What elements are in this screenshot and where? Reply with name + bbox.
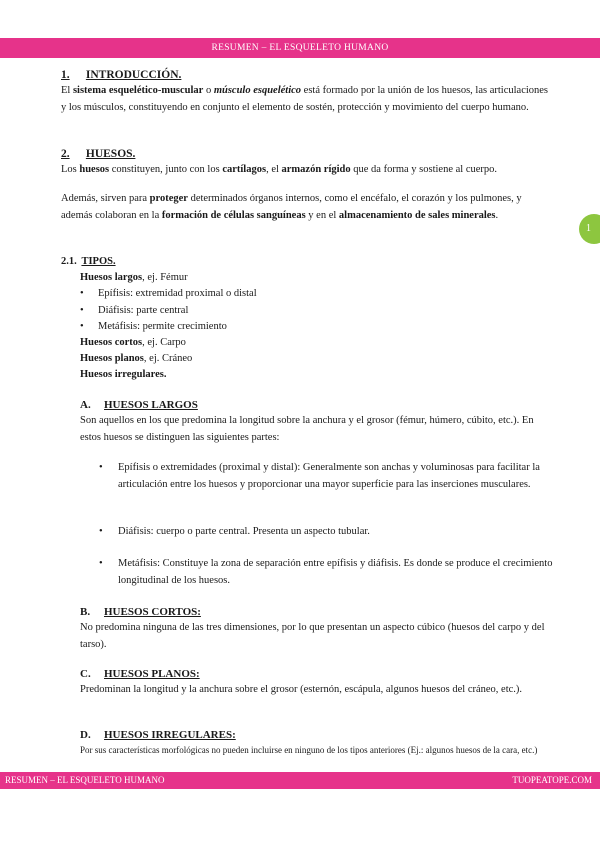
heading-letter: C. <box>80 668 91 680</box>
list-item <box>80 319 318 336</box>
section-number: 1. <box>61 69 70 81</box>
text: está formado por la unión de los huesos, las articulaciones y los músculos, constituyendo en conjunto el elemento de sostén, protección y movimiento del cuerpo humano. <box>61 85 549 113</box>
bullet-icon: • <box>80 288 84 299</box>
footer-bar <box>0 772 600 789</box>
tipo-cortos <box>80 335 186 352</box>
text-bold: formación de células sanguíneas <box>161 209 306 221</box>
heading-title: HUESOS LARGOS <box>104 399 198 411</box>
header-title: RESUMEN – EL ESQUELETO HUMANO <box>211 43 389 53</box>
list-item-text: Epífisis: extremidad proximal o distal <box>98 288 257 299</box>
page-number: 1 <box>586 223 591 234</box>
text: Además, sirven para <box>61 193 150 204</box>
huesos-irregulares-text: Por sus características morfológicas no pueden incluirse en ninguno de los tipos anteriores (Ej.: algunos huesos de la cara, etc.) <box>80 745 538 755</box>
list-item <box>80 286 318 303</box>
list-item-text: Diáfisis: parte central <box>98 305 189 316</box>
bullet-icon: • <box>80 305 84 316</box>
heading-title: HUESOS CORTOS: <box>104 606 201 618</box>
text: que da forma y sostiene al cuerpo. <box>350 164 498 175</box>
text: . <box>495 209 499 221</box>
list-item-text: Metáfisis: permite crecimiento <box>98 321 227 332</box>
heading-title: HUESOS IRREGULARES: <box>104 729 236 741</box>
heading-huesos-planos <box>80 666 200 683</box>
tipo-label: Huesos cortos <box>80 337 143 348</box>
huesos-largos-text: Son aquellos en los que predomina la longitud sobre la anchura y el grosor (fémur, húmero, cúbito, etc.). En estos huesos se distinguen las siguientes partes: <box>80 415 534 443</box>
section-number: 2. <box>61 148 70 160</box>
tipo-label: Huesos largos <box>80 272 143 283</box>
tipo-irregulares <box>80 367 167 384</box>
bullet-icon: • <box>99 462 103 473</box>
section-heading-intro <box>61 67 551 84</box>
text: , el <box>266 164 282 175</box>
tipo-label: Huesos irregulares. <box>80 369 167 380</box>
bullet-icon: • <box>99 558 103 569</box>
heading-huesos-largos <box>80 397 198 414</box>
bullet-icon: • <box>80 321 84 332</box>
tipo-label: Huesos planos <box>80 353 144 364</box>
heading-huesos-irregulares <box>80 727 236 744</box>
list-item-text: Epífisis o extremidades (proximal y distal): Generalmente son anchas y voluminosas para facilitar la articulación entre los huesos y proporcionar una mayor superficie para las inserciones musculares. <box>118 462 540 490</box>
text-bold: almacenamiento de sales minerales <box>338 209 496 221</box>
tipo-example: , ej. Fémur <box>142 272 188 283</box>
footer-title: RESUMEN – EL ESQUELETO HUMANO <box>5 775 165 785</box>
heading-letter: D. <box>80 729 91 741</box>
tipo-largos <box>80 270 188 287</box>
heading-title: HUESOS PLANOS: <box>104 668 200 680</box>
huesos-paragraph-2 <box>61 191 547 224</box>
text-bold: proteger <box>149 193 188 204</box>
heading-letter: B. <box>80 606 91 618</box>
huesos-planos-text: Predominan la longitud y la anchura sobre el grosor (esternón, escápula, algunos huesos del cráneo, etc.). <box>80 684 523 695</box>
list-item <box>99 460 563 493</box>
list-item-text: Metáfisis: Constituye la zona de separación entre epífisis y diáfisis. Es donde se produce el crecimiento longitudinal de los huesos. <box>118 558 553 586</box>
huesos-paragraph-1 <box>61 162 531 179</box>
page-number-badge <box>579 214 600 244</box>
tipo-example: , ej. Cráneo <box>143 353 193 364</box>
bullet-icon: • <box>99 526 103 537</box>
text-bold: huesos <box>79 164 110 175</box>
text: y en el <box>305 209 339 221</box>
list-item-text: Diáfisis: cuerpo o parte central. Presenta un aspecto tubular. <box>118 526 370 537</box>
list-item <box>80 303 318 320</box>
section-title: INTRODUCCIÓN. <box>85 69 182 81</box>
footer-site: TUOPEATOPE.COM <box>512 775 592 785</box>
text: determinados órganos internos, como el encéfalo, el corazón y los pulmones, y además colaboran en la <box>61 193 522 221</box>
intro-paragraph <box>61 83 553 116</box>
text-bold-italic: músculo esquelético <box>213 85 302 96</box>
subsection-title: TIPOS. <box>81 256 116 267</box>
tipo-example: , ej. Carpo <box>142 337 186 348</box>
text-bold: cartílagos <box>222 164 267 175</box>
subsection-heading-tipos <box>61 254 116 271</box>
huesos-cortos-text: No predomina ninguna de las tres dimensiones, por lo que presentan un aspecto cúbico (huesos del carpo y del tarso). <box>80 622 545 650</box>
section-title: HUESOS. <box>85 148 136 160</box>
text-bold: armazón rígido <box>281 164 351 175</box>
heading-letter: A. <box>80 399 91 411</box>
subsection-number: 2.1. <box>61 256 77 267</box>
text-bold: sistema esquelético-muscular <box>72 85 204 96</box>
text: constituyen, junto con los <box>109 164 223 175</box>
section-heading-huesos <box>61 146 551 163</box>
text: Los <box>61 164 80 175</box>
list-item <box>99 556 563 589</box>
text: El <box>61 85 73 96</box>
text: o <box>203 85 214 96</box>
list-item <box>99 524 563 541</box>
tipo-planos <box>80 351 192 368</box>
heading-huesos-cortos <box>80 604 201 621</box>
header-bar <box>0 38 600 58</box>
